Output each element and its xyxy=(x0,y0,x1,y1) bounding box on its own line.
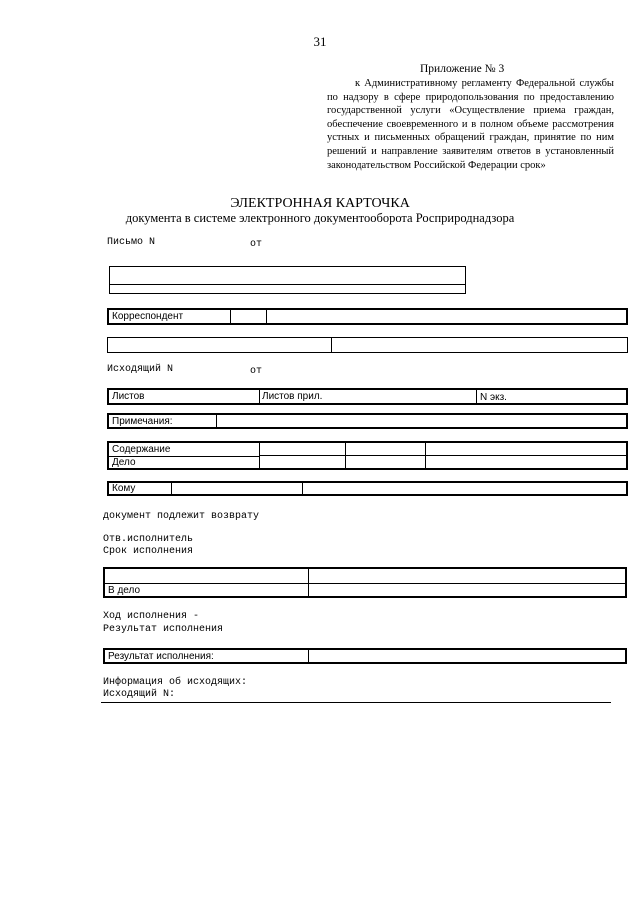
content-label: Содержание xyxy=(112,444,171,455)
deadline-label: Срок исполнения xyxy=(103,546,194,557)
outgoing-from-label: от xyxy=(250,366,263,377)
correspondent-label: Корреспондент xyxy=(112,311,184,322)
to-file-block[interactable] xyxy=(103,567,627,598)
notes-label: Примечания: xyxy=(112,416,173,427)
annex-text: к Административному регламенту Федеральной службы по надзору в сфере природопользования по предоставлению государственной услуги «Осуществление приема граждан, обеспечение своевременного и в полном объеме рассмотрения устных и письменных обращений граждан, принятие по ним решений и направление заявителям ответов в установленный законодательством Российской Федерации срок» xyxy=(327,78,614,171)
outgoing-info-label: Информация об исходящих: xyxy=(103,677,248,688)
notes-row[interactable] xyxy=(107,413,628,429)
progress-label: Ход исполнения - xyxy=(103,611,200,622)
case-label: Дело xyxy=(112,457,136,468)
page-number: 31 xyxy=(313,34,327,49)
signature-line xyxy=(101,702,611,703)
correspondent-details-row[interactable] xyxy=(107,337,628,353)
content-case-block[interactable] xyxy=(107,441,628,470)
result-row[interactable] xyxy=(103,648,627,664)
letter-details-box[interactable] xyxy=(109,266,466,294)
responsible-label: Отв.исполнитель xyxy=(103,534,194,545)
sheets-label: Листов xyxy=(112,391,145,402)
outgoing-no-label: Исходящий N xyxy=(107,364,174,375)
return-note: документ подлежит возврату xyxy=(103,511,260,522)
sheets-row[interactable] xyxy=(107,388,628,405)
sheets-attached-label: Листов прил. xyxy=(262,391,323,402)
copy-no-label: N экз. xyxy=(480,392,507,403)
letter-no-label: Письмо N xyxy=(107,237,156,248)
result-text: Результат исполнения xyxy=(103,624,224,635)
result-label: Результат исполнения: xyxy=(108,651,214,662)
card-title: ЭЛЕКТРОННАЯ КАРТОЧКА xyxy=(230,196,410,211)
outgoing-no-2-label: Исходящий N: xyxy=(103,689,176,700)
correspondent-row[interactable] xyxy=(107,308,628,325)
to-whom-label: Кому xyxy=(112,483,136,494)
card-subtitle: документа в системе электронного документооборота Росприроднадзора xyxy=(125,211,515,225)
to-file-label: В дело xyxy=(108,585,141,596)
annex-title: Приложение № 3 xyxy=(420,63,505,75)
to-whom-row[interactable] xyxy=(107,481,628,496)
letter-from-label: от xyxy=(250,239,263,250)
